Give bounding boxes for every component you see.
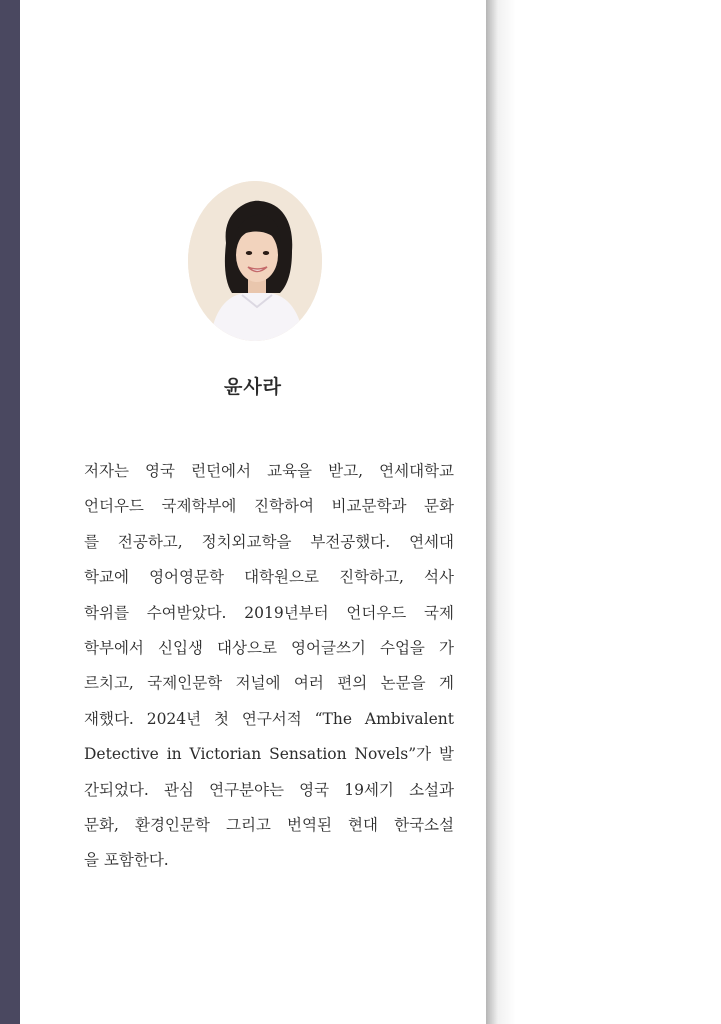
bio-line: 저자는 영국 런던에서 교육을 받고, 연세대학교 bbox=[84, 462, 454, 480]
bio-line: 을 포함한다. bbox=[84, 851, 169, 870]
bio-line: 를 전공하고, 정치외교학을 부전공했다. 연세대 bbox=[84, 532, 454, 551]
book-spine-edge bbox=[0, 0, 20, 1024]
author-name: 윤사라 bbox=[223, 376, 283, 398]
bio-line: 르치고, 국제인문학 저널에 여러 편의 논문을 게 bbox=[84, 674, 454, 693]
bio-line: 학교에 영어영문학 대학원으로 진학하고, 석사 bbox=[84, 568, 454, 587]
inner-page bbox=[516, 0, 721, 1024]
bio-line: 문화, 환경인문학 그리고 번역된 현대 한국소설 bbox=[84, 816, 454, 835]
bio-line: 학부에서 신입생 대상으로 영어글쓰기 수업을 가 bbox=[84, 639, 454, 658]
bio-line: 재했다. 2024년 첫 연구서적 “The Ambivalent bbox=[84, 709, 454, 728]
bio-line: 간되었다. 관심 연구분야는 영국 19세기 소설과 bbox=[84, 780, 454, 799]
bio-line: Detective in Victorian Sensation Novels”가 발 bbox=[84, 745, 454, 764]
author-biography bbox=[84, 454, 454, 879]
bio-line: 학위를 수여받았다. 2019년부터 언더우드 국제 bbox=[84, 603, 454, 622]
author-portrait-illustration bbox=[188, 181, 322, 341]
bio-line: 언더우드 국제학부에 진학하여 비교문학과 문화 bbox=[84, 497, 454, 516]
flap-shadow bbox=[486, 0, 516, 1024]
author-portrait bbox=[188, 181, 322, 341]
